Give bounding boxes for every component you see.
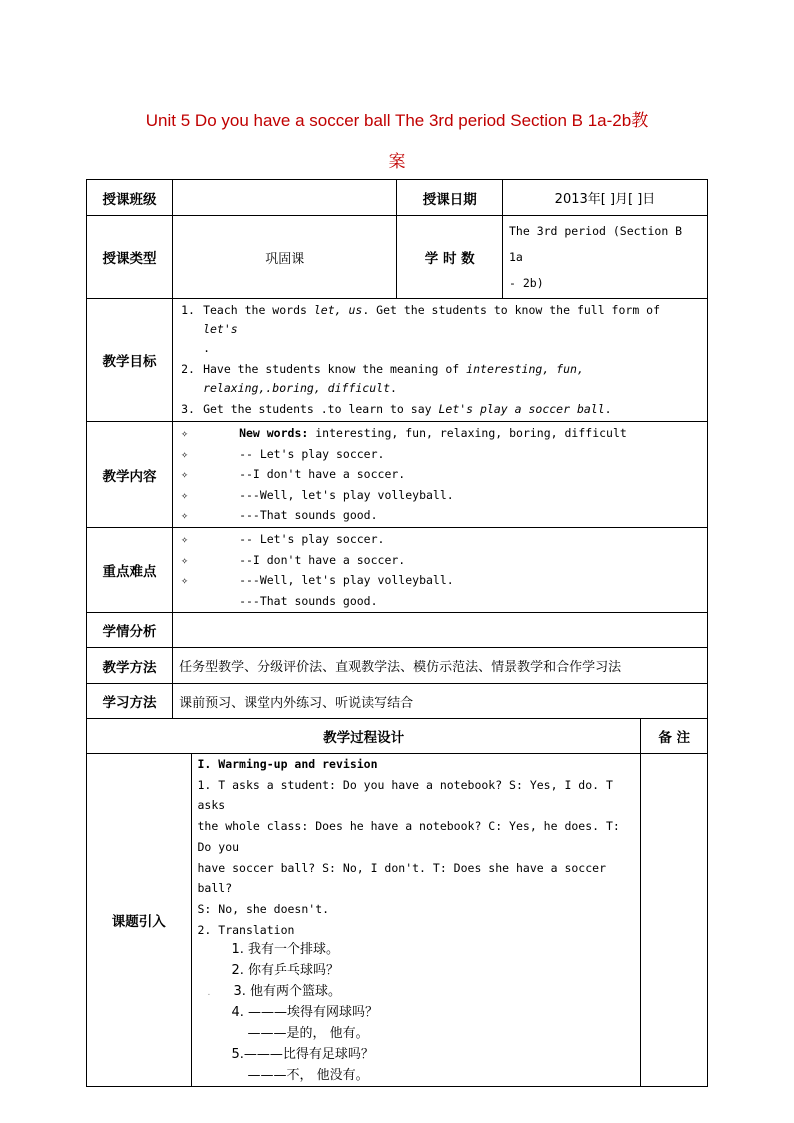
content-item bbox=[181, 423, 699, 444]
process-line: 2. Translation bbox=[197, 922, 295, 937]
hours-value-line2: - 2b) bbox=[509, 276, 544, 290]
goal-text: . bbox=[390, 381, 397, 395]
goal-italic: Let's play a soccer ball bbox=[438, 402, 605, 416]
translation-item: 5.———比得有足球吗？ bbox=[231, 1046, 374, 1062]
goals-label: 教学目标 bbox=[87, 299, 173, 422]
newwords-value: interesting, fun, relaxing, boring, difficult bbox=[315, 426, 627, 441]
process-line: 1. T asks a student: Do you have a notebook? S: Yes, I do. T asks bbox=[197, 777, 613, 813]
diamond-bullet-icon: ✧ bbox=[181, 573, 188, 587]
keypoint-line: -- Let's play soccer. bbox=[239, 532, 385, 546]
keypoint-item bbox=[181, 570, 699, 591]
goal-text: Have the students know the meaning of bbox=[203, 362, 467, 376]
keypoint-line: ---Well, let's play volleyball. bbox=[239, 573, 454, 587]
keypoints-list bbox=[173, 528, 708, 613]
keypoint-line: ---That sounds good. bbox=[239, 593, 378, 608]
goal-italic: interesting, fun, relaxing,.boring, difficult bbox=[203, 362, 584, 395]
date-label: 授课日期 bbox=[397, 180, 503, 216]
hours-value-line1: The 3rd period (Section B 1a bbox=[509, 224, 683, 264]
keypoint-item bbox=[181, 529, 699, 550]
analysis-value[interactable] bbox=[173, 613, 708, 648]
translation-item: 1. 我有一个排球。 bbox=[231, 942, 340, 958]
translation-item: 4. ———埃得有网球吗？ bbox=[231, 1005, 379, 1021]
process-body bbox=[191, 754, 641, 1087]
goal-text: . Get the students to know the full form of bbox=[362, 303, 661, 317]
hours-label: 学 时 数 bbox=[397, 216, 503, 299]
content-label: 教学内容 bbox=[87, 422, 173, 528]
diamond-bullet-icon: ✧ bbox=[181, 467, 188, 482]
goal-number: 2. bbox=[181, 362, 195, 376]
diamond-bullet-icon: ✧ bbox=[181, 532, 188, 546]
process-line: S: No, she doesn't. bbox=[197, 901, 330, 916]
goal-item bbox=[181, 360, 699, 398]
process-header: 教学过程设计 bbox=[87, 719, 641, 754]
notes-cell[interactable] bbox=[641, 754, 708, 1087]
keypoint-item bbox=[181, 591, 699, 612]
content-item bbox=[181, 485, 699, 506]
type-label: 授课类型 bbox=[87, 216, 173, 299]
class-value[interactable] bbox=[173, 180, 397, 216]
goal-item: 1. Teach the words let, us. Get the students to know the full form of let's . bbox=[181, 301, 699, 358]
diamond-bullet-icon: ✧ bbox=[181, 508, 188, 523]
keypoints-label: 重点难点 bbox=[87, 528, 173, 613]
diamond-bullet-icon: ✧ bbox=[181, 446, 188, 461]
content-line: -- Let's play soccer. bbox=[239, 446, 385, 461]
translation-item bbox=[198, 982, 635, 1004]
translation-item: ———不， 他没有。 bbox=[247, 1067, 369, 1083]
type-value: 巩固课 bbox=[173, 216, 397, 299]
diamond-bullet-icon: ✧ bbox=[181, 426, 188, 441]
section-label: 课题引入 bbox=[87, 754, 192, 1087]
goal-text: Teach the words bbox=[203, 303, 314, 317]
content-item bbox=[181, 464, 699, 485]
keypoint-line: --I don't have a soccer. bbox=[239, 552, 406, 567]
class-label: 授课班级 bbox=[87, 180, 173, 216]
goal-text: Get the students .to learn to say bbox=[203, 402, 439, 416]
document-title-line1: Unit 5 Do you have a soccer ball The 3rd period Section B 1a-2b教 bbox=[145, 111, 649, 130]
content-item bbox=[181, 444, 699, 465]
diamond-bullet-icon: ✧ bbox=[181, 552, 188, 567]
process-line: have soccer ball? S: No, I don't. T: Does she have a soccer ball? bbox=[197, 860, 606, 896]
goal-text: . bbox=[604, 402, 612, 416]
content-item bbox=[181, 505, 699, 526]
newwords-label: New words: bbox=[239, 426, 309, 441]
goal-item bbox=[181, 400, 699, 419]
method-label: 教学方法 bbox=[87, 648, 173, 684]
hours-value bbox=[503, 216, 708, 299]
process-heading: I. Warming-up and revision bbox=[197, 757, 378, 771]
translation-text: 3. 他有两个篮球。 bbox=[233, 983, 342, 999]
diamond-bullet-icon: ✧ bbox=[181, 487, 188, 502]
lesson-plan-table bbox=[86, 179, 708, 1087]
stray-dot: . bbox=[207, 987, 211, 998]
keypoint-item bbox=[181, 550, 699, 571]
goals-list bbox=[173, 299, 708, 422]
translation-item: ———是的， 他有。 bbox=[247, 1026, 369, 1042]
goal-number: 3. bbox=[181, 402, 195, 416]
content-line: ---That sounds good. bbox=[239, 508, 378, 523]
study-value: 课前预习、课堂内外练习、听说读写结合 bbox=[173, 684, 708, 719]
date-value[interactable]: 2013年[ ]月[ ]日 bbox=[503, 180, 708, 216]
process-line: the whole class: Does he have a notebook? C: Yes, he does. T: Do you bbox=[197, 819, 620, 854]
notes-header: 备 注 bbox=[641, 719, 708, 754]
translation-item: 2. 你有乒乓球吗？ bbox=[231, 963, 340, 979]
goal-number: 1. bbox=[181, 303, 195, 317]
document-title-line2: 案 bbox=[388, 152, 406, 171]
goal-italic: let's bbox=[203, 322, 238, 336]
content-line: --I don't have a soccer. bbox=[239, 467, 406, 482]
study-label: 学习方法 bbox=[87, 684, 173, 719]
method-value: 任务型教学、分级评价法、直观教学法、模仿示范法、情景教学和合作学习法 bbox=[173, 648, 708, 684]
goal-italic: let, us bbox=[313, 303, 363, 317]
content-list bbox=[173, 422, 708, 528]
content-line: ---Well, let's play volleyball. bbox=[239, 487, 454, 502]
analysis-label: 学情分析 bbox=[87, 613, 173, 648]
